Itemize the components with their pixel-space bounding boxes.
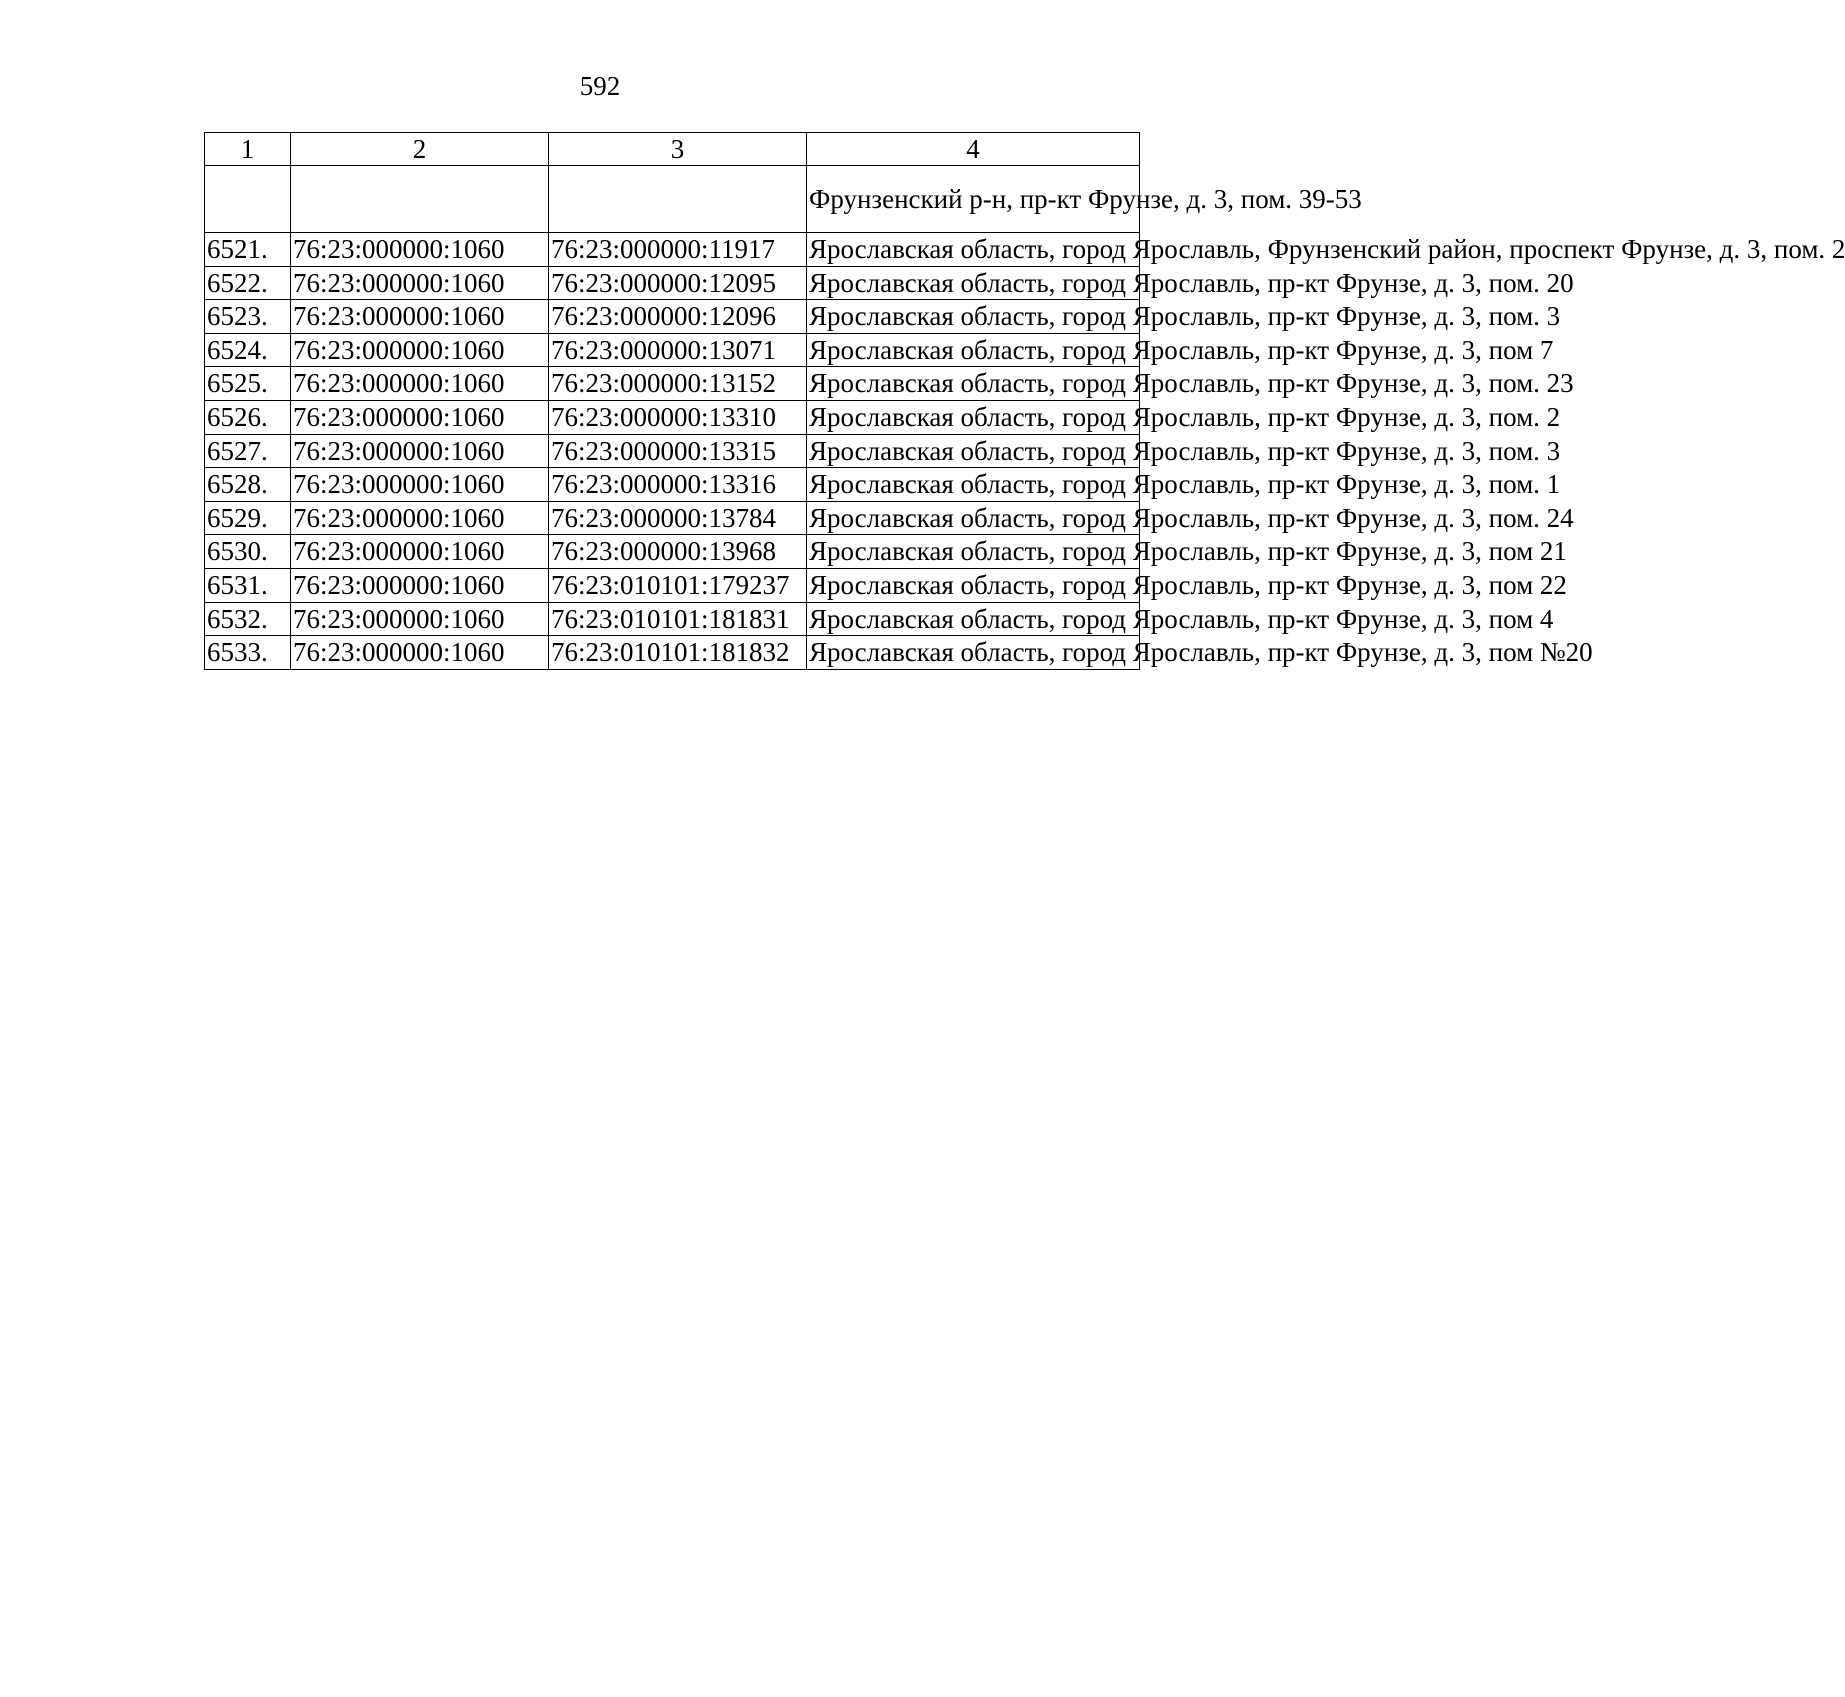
address-cell: Ярославская область, город Ярославль, пр-кт Фрунзе, д. 3, пом. 2 xyxy=(807,400,1140,434)
address-cell: Ярославская область, город Ярославль, Фрунзенский район, проспект Фрунзе, д. 3, пом. 2 xyxy=(807,233,1140,267)
object-number-cell: 76:23:000000:11917 xyxy=(549,233,807,267)
cadastral-number-cell: 76:23:000000:1060 xyxy=(291,400,549,434)
cadastral-number-cell xyxy=(291,166,549,233)
object-number-cell: 76:23:000000:13071 xyxy=(549,333,807,367)
cadastral-number-cell: 76:23:000000:1060 xyxy=(291,535,549,569)
row-number-cell: 6523. xyxy=(205,300,291,334)
row-number-cell: 6528. xyxy=(205,468,291,502)
row-number-cell: 6532. xyxy=(205,602,291,636)
table-row xyxy=(205,434,1140,468)
table-row xyxy=(205,333,1140,367)
address-cell: Ярославская область, город Ярославль, пр-кт Фрунзе, д. 3, пом 22 xyxy=(807,568,1140,602)
address-cell: Ярославская область, город Ярославль, пр-кт Фрунзе, д. 3, пом 21 xyxy=(807,535,1140,569)
header-cell-4: 4 xyxy=(807,133,1140,166)
row-number-cell xyxy=(205,166,291,233)
row-number-cell: 6525. xyxy=(205,367,291,401)
table-row xyxy=(205,300,1140,334)
object-number-cell: 76:23:000000:13310 xyxy=(549,400,807,434)
row-number-cell: 6526. xyxy=(205,400,291,434)
table-row xyxy=(205,568,1140,602)
table-row xyxy=(205,535,1140,569)
address-cell: Ярославская область, город Ярославль, пр-кт Фрунзе, д. 3, пом 7 xyxy=(807,333,1140,367)
object-number-cell: 76:23:010101:181832 xyxy=(549,636,807,670)
cadastral-number-cell: 76:23:000000:1060 xyxy=(291,636,549,670)
table-row xyxy=(205,233,1140,267)
object-number-cell: 76:23:010101:179237 xyxy=(549,568,807,602)
address-cell: Ярославская область, город Ярославль, пр-кт Фрунзе, д. 3, пом. 24 xyxy=(807,501,1140,535)
address-cell: Фрунзенский р-н, пр-кт Фрунзе, д. 3, пом. 39-53 xyxy=(807,166,1140,233)
cadastral-number-cell: 76:23:000000:1060 xyxy=(291,233,549,267)
object-number-cell: 76:23:000000:12095 xyxy=(549,266,807,300)
table-row xyxy=(205,636,1140,670)
object-number-cell: 76:23:000000:13315 xyxy=(549,434,807,468)
row-number-cell: 6524. xyxy=(205,333,291,367)
continued-row xyxy=(205,166,1140,233)
address-cell: Ярославская область, город Ярославль, пр-кт Фрунзе, д. 3, пом. 3 xyxy=(807,434,1140,468)
row-number-cell: 6522. xyxy=(205,266,291,300)
object-number-cell: 76:23:000000:13152 xyxy=(549,367,807,401)
cadastral-number-cell: 76:23:000000:1060 xyxy=(291,568,549,602)
row-number-cell: 6529. xyxy=(205,501,291,535)
table-row xyxy=(205,468,1140,502)
row-number-cell: 6530. xyxy=(205,535,291,569)
header-cell-3: 3 xyxy=(549,133,807,166)
address-cell: Ярославская область, город Ярославль, пр-кт Фрунзе, д. 3, пом. 20 xyxy=(807,266,1140,300)
registry-table xyxy=(204,132,1845,670)
cadastral-number-cell: 76:23:000000:1060 xyxy=(291,501,549,535)
object-number-cell: 76:23:010101:181831 xyxy=(549,602,807,636)
row-number-cell: 6531. xyxy=(205,568,291,602)
cadastral-number-cell: 76:23:000000:1060 xyxy=(291,333,549,367)
header-cell-1: 1 xyxy=(205,133,291,166)
cadastral-number-cell: 76:23:000000:1060 xyxy=(291,300,549,334)
address-cell: Ярославская область, город Ярославль, пр-кт Фрунзе, д. 3, пом 4 xyxy=(807,602,1140,636)
header-cell-2: 2 xyxy=(291,133,549,166)
table-row xyxy=(205,501,1140,535)
address-cell: Ярославская область, город Ярославль, пр-кт Фрунзе, д. 3, пом №20 xyxy=(807,636,1140,670)
object-number-cell: 76:23:000000:13316 xyxy=(549,468,807,502)
cadastral-number-cell: 76:23:000000:1060 xyxy=(291,434,549,468)
table-row xyxy=(205,266,1140,300)
cadastral-number-cell: 76:23:000000:1060 xyxy=(291,266,549,300)
row-number-cell: 6521. xyxy=(205,233,291,267)
object-number-cell xyxy=(549,166,807,233)
address-cell: Ярославская область, город Ярославль, пр-кт Фрунзе, д. 3, пом. 1 xyxy=(807,468,1140,502)
object-number-cell: 76:23:000000:12096 xyxy=(549,300,807,334)
address-cell: Ярославская область, город Ярославль, пр-кт Фрунзе, д. 3, пом. 23 xyxy=(807,367,1140,401)
object-number-cell: 76:23:000000:13784 xyxy=(549,501,807,535)
object-number-cell: 76:23:000000:13968 xyxy=(549,535,807,569)
row-number-cell: 6533. xyxy=(205,636,291,670)
header-row xyxy=(205,133,1140,166)
row-number-cell: 6527. xyxy=(205,434,291,468)
page-number: 592 xyxy=(579,71,621,101)
address-cell: Ярославская область, город Ярославль, пр-кт Фрунзе, д. 3, пом. 3 xyxy=(807,300,1140,334)
table-row xyxy=(205,400,1140,434)
cadastral-number-cell: 76:23:000000:1060 xyxy=(291,468,549,502)
cadastral-number-cell: 76:23:000000:1060 xyxy=(291,602,549,636)
table-row xyxy=(205,367,1140,401)
cadastral-number-cell: 76:23:000000:1060 xyxy=(291,367,549,401)
table-row xyxy=(205,602,1140,636)
